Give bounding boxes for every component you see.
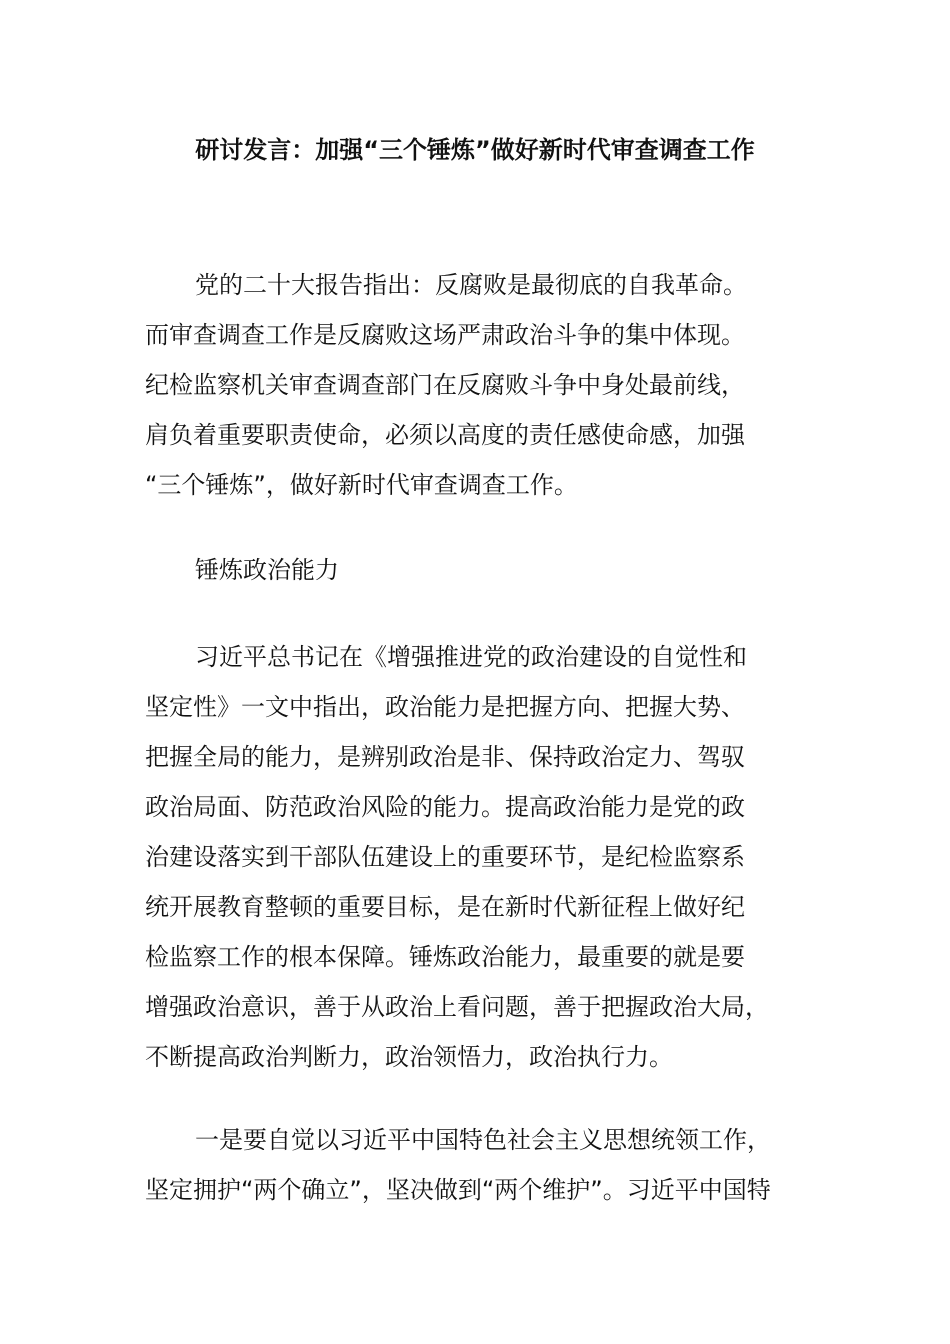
paragraph-line: 习近平总书记在《增强推进党的政治建设的自觉性和 [195,643,747,671]
paragraph-line: 治建设落实到干部队伍建设上的重要环节，是纪检监察系 [145,843,745,871]
paragraph-line: 不断提高政治判断力，政治领悟力，政治执行力。 [145,1043,673,1071]
paragraph-line: 统开展教育整顿的重要目标，是在新时代新征程上做好纪 [145,893,745,921]
paragraph-line: 肩负着重要职责使命，必须以高度的责任感使命感，加强 [145,421,745,449]
paragraph-line: 而审查调查工作是反腐败这场严肃政治斗争的集中体现。 [145,321,745,349]
paragraph-line: “三个锤炼”，做好新时代审查调查工作。 [145,471,578,499]
paragraph-line: 纪检监察机关审查调查部门在反腐败斗争中身处最前线， [145,371,745,399]
paragraph-line: 坚定性》一文中指出，政治能力是把握方向、把握大势、 [145,693,745,721]
paragraph-line: 把握全局的能力，是辨别政治是非、保持政治定力、驾驭 [145,743,745,771]
paragraph-line: 增强政治意识，善于从政治上看问题，善于把握政治大局， [145,993,769,1021]
paragraph-political-ability [145,632,805,1082]
section-heading-text: 锤炼政治能力 [195,556,339,584]
paragraph-intro [145,260,805,510]
paragraph-line: 一是要自觉以习近平中国特色社会主义思想统领工作， [195,1126,771,1154]
paragraph-line: 政治局面、防范政治风险的能力。提高政治能力是党的政 [145,793,745,821]
paragraph-line: 检监察工作的根本保障。锤炼政治能力，最重要的就是要 [145,943,745,971]
section-heading [145,545,805,595]
paragraph-point-one [145,1115,805,1215]
paragraph-line: 党的二十大报告指出：反腐败是最彻底的自我革命。 [195,271,747,299]
document-title: 研讨发言：加强“三个锤炼”做好新时代审查调查工作 [195,136,755,164]
paragraph-line: 坚定拥护“两个确立”，坚决做到“两个维护”。习近平中国特 [145,1176,771,1204]
